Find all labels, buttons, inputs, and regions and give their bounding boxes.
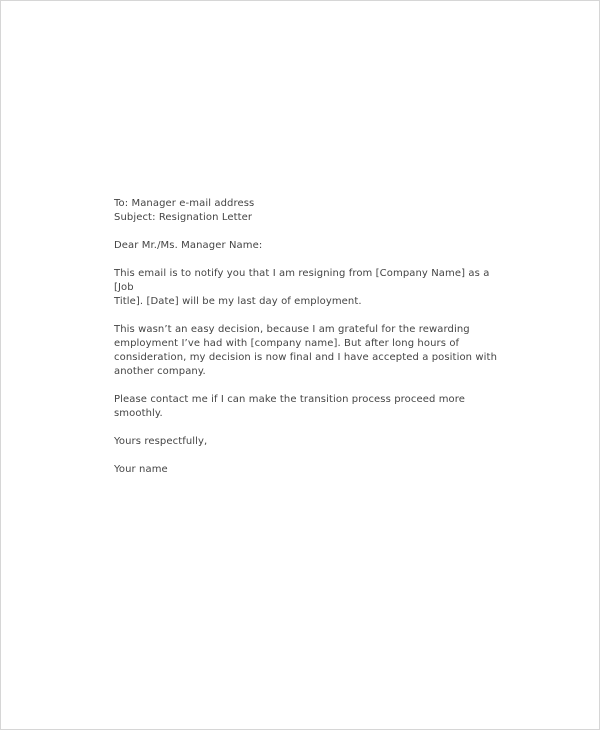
letter-header [114, 197, 504, 225]
paragraph-decision: This wasn’t an easy decision, because I am grateful for the rewarding employment I’ve had with [company name]. But after long hours of consideration, my decision is now final and I have accepted a position with another company. [114, 324, 498, 377]
closing: Yours respectfully, [114, 436, 208, 447]
signature: Your name [114, 464, 168, 475]
paragraph-notice: This email is to notify you that I am resigning from [Company Name] as a [Job Title]. [Date] will be my last day of employment. [114, 268, 490, 307]
paragraph-contact: Please contact me if I can make the transition process proceed more smoothly. [114, 394, 465, 419]
greeting: Dear Mr./Ms. Manager Name: [114, 240, 263, 251]
to-line: To: Manager e-mail address [114, 198, 255, 209]
letter-body [114, 197, 504, 491]
subject-line: Subject: Resignation Letter [114, 212, 253, 223]
